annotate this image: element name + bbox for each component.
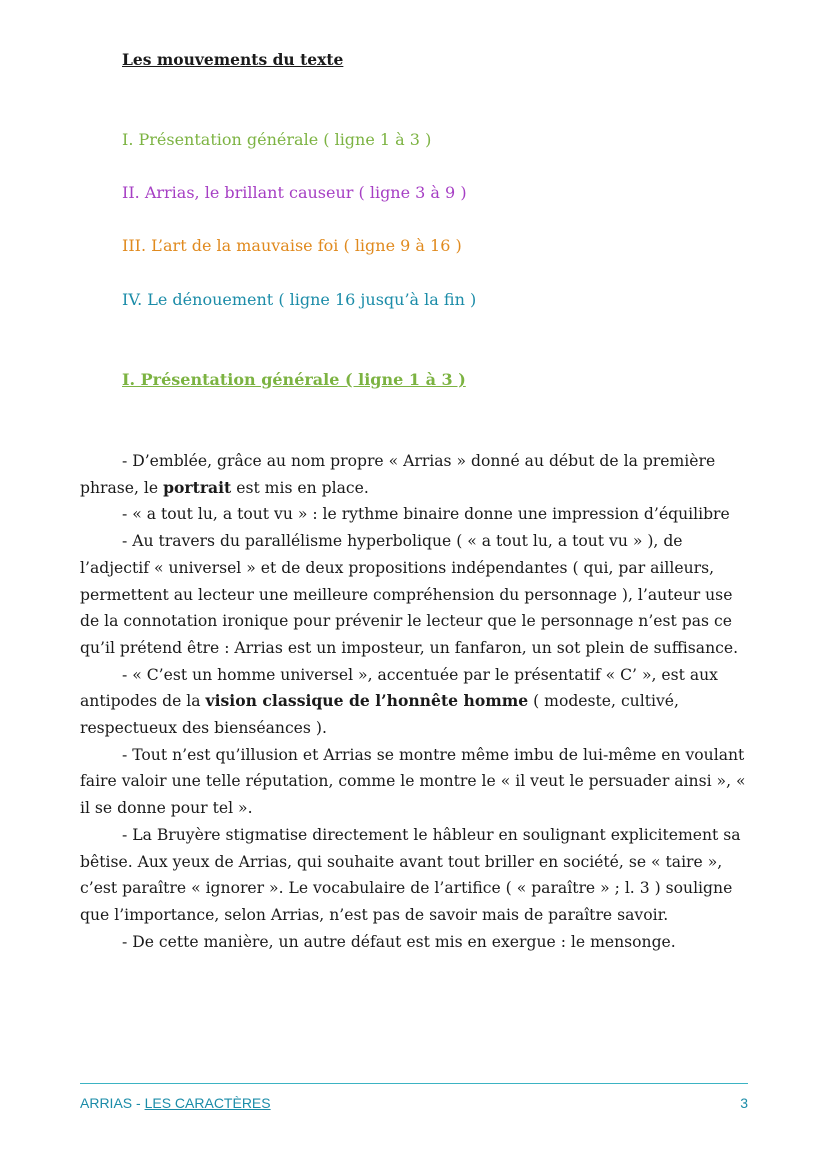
page-number: 3 — [740, 1095, 748, 1111]
movement-4: IV. Le dénouement ( ligne 16 jusqu’à la fin ) — [122, 290, 477, 309]
paragraph-4-text-a: - « C’est un homme universel », accentuée par le présentatif « C’ », est aux antipodes de la — [80, 665, 718, 711]
paragraph-4-bold: vision classique de l’honnête homme — [205, 691, 529, 711]
paragraph-5: - Tout n’est qu’illusion et Arrias se montre même imbu de lui-même en voulant faire valoir une telle réputation, comme le montre le « il veut le persuader ainsi », « il se donne pour tel ». — [80, 745, 746, 818]
footer-title-prefix: ARRIAS - — [80, 1095, 145, 1111]
paragraph-1-text-a: - D’emblée, grâce au nom propre « Arrias » donné au début de la première phrase, le — [80, 452, 716, 497]
paragraph-4-text-b: ( modeste, cultivé, respectueux des bienséances ). — [80, 692, 679, 738]
paragraph-4 — [80, 662, 752, 742]
section-title: I. Présentation générale ( ligne 1 à 3 ) — [122, 370, 466, 389]
page-heading: Les mouvements du texte — [122, 50, 344, 69]
paragraph-1-bold: portrait — [163, 477, 232, 497]
paragraph-1-text-b: est mis en place. — [231, 478, 369, 497]
footer-title — [80, 1095, 271, 1111]
paragraph-6: - La Bruyère stigmatise directement le hâbleur en soulignant explicitement sa bêtise. Aux yeux de Arrias, qui souhaite avant tout briller en société, se « taire », c’est paraître « ignorer ». Le vocabulaire de l’artifice ( « paraître » ; l. 3 ) souligne que l’importance, selon Arrias, n’est pas de savoir mais de paraître savoir. — [80, 825, 741, 924]
paragraph-7: - De cette manière, un autre défaut est mis en exergue : le mensonge. — [122, 932, 676, 951]
movement-2: II. Arrias, le brillant causeur ( ligne 3 à 9 ) — [122, 183, 467, 202]
paragraph-2: - « a tout lu, a tout vu » : le rythme binaire donne une impression d’équilibre — [122, 505, 730, 524]
footer-divider — [80, 1083, 748, 1084]
movement-1: I. Présentation générale ( ligne 1 à 3 ) — [122, 130, 432, 149]
footer-title-link[interactable]: LES CARACTÈRES — [144, 1095, 271, 1111]
paragraph-3: - Au travers du parallélisme hyperbolique ( « a tout lu, a tout vu » ), de l’adjectif « universel » et de deux propositions indépendantes ( qui, par ailleurs, permettent au lecteur une meilleure compréhension du personnage ), l’auteur use de la connotation ironique pour prévenir le lecteur que le personnage n’est pas ce qu’il prétend être : Arrias est un imposteur, un fanfaron, un sot plein de suffisance. — [80, 532, 739, 657]
body-text — [80, 448, 752, 955]
paragraph-1 — [80, 448, 752, 501]
movement-3: III. L’art de la mauvaise foi ( ligne 9 à 16 ) — [122, 236, 462, 255]
